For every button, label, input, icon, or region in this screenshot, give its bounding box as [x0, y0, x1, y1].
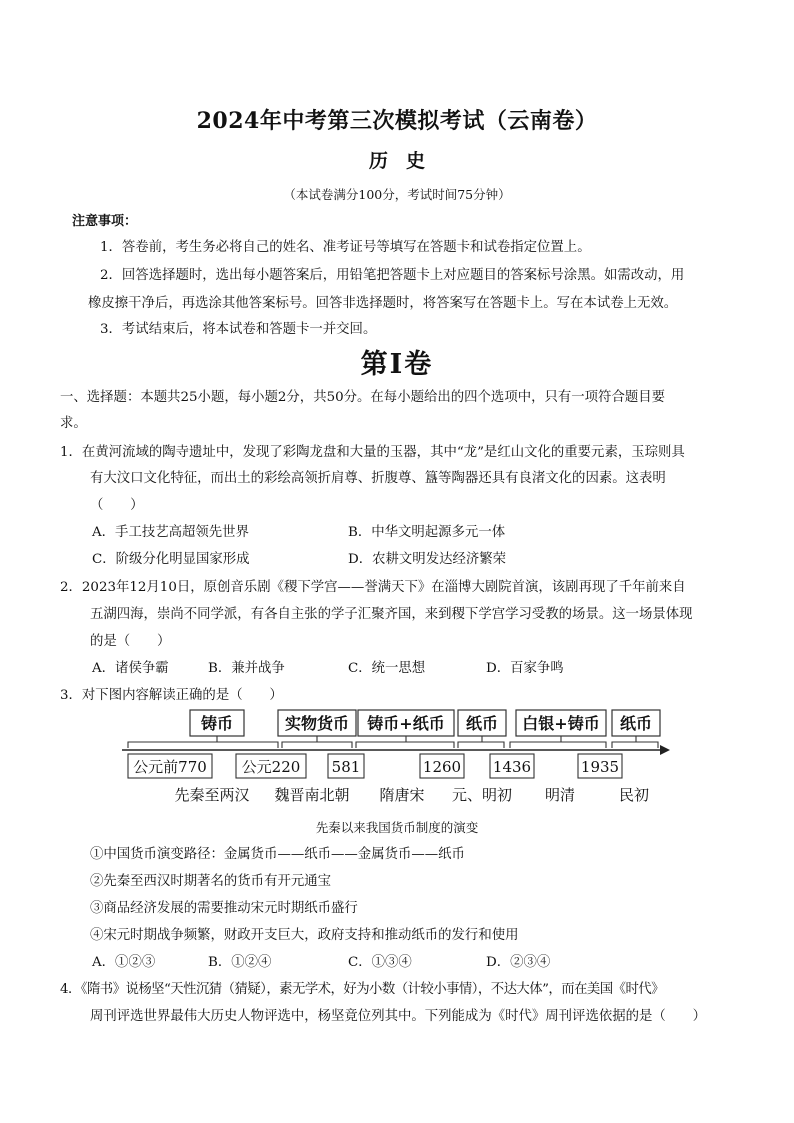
- option-d: D．农耕文明发达经济繁荣: [348, 552, 507, 567]
- notice-item: 1．答卷前，考生务必将自己的姓名、准考证号等填写在答题卡和试卷指定位置上。: [100, 240, 591, 255]
- option-b: B．①②④: [208, 955, 272, 970]
- svg-text:1260: 1260: [422, 758, 462, 776]
- question-3-text: 3．对下图内容解读正确的是（ ）: [60, 688, 283, 703]
- svg-text:公元前770: 公元前770: [133, 758, 207, 776]
- year-box: [578, 754, 622, 778]
- exam-subject: 历史: [368, 150, 443, 172]
- question-4-text: 4．《隋书》说杨坚“天性沉猜（猜疑），素无学术，好为小数（计较小事情），不达大体”，而在美国《时代》: [60, 982, 664, 997]
- statement: ④宋元时期战争频繁，财政开支巨大，政府支持和推动纸币的发行和使用: [90, 928, 519, 943]
- option-c: C．统一思想: [348, 661, 426, 676]
- statement: ③商品经济发展的需要推动宋元时期纸币盛行: [90, 901, 358, 916]
- option-a: A．诸侯争霸: [92, 661, 169, 676]
- option-c: C．阶级分化明显国家形成: [92, 552, 250, 567]
- currency-box: [278, 710, 356, 736]
- section-instruction: 求。: [60, 416, 87, 431]
- svg-text:铸币+纸币: 铸币+纸币: [367, 714, 445, 733]
- svg-text:铸币: 铸币: [200, 714, 234, 733]
- year-box: [420, 754, 464, 778]
- notice-heading: 注意事项：: [72, 214, 138, 229]
- question-1-text: 有大汶口文化特征，而出土的彩绘高领折肩尊、折腹尊、簋等陶器还具有良渚文化的因素。这表明: [90, 471, 666, 486]
- statement: ①中国货币演变路径：金属货币——纸币——金属货币——纸币: [90, 847, 465, 862]
- svg-text:1436: 1436: [492, 758, 532, 776]
- answer-blank: （ ）: [90, 498, 144, 513]
- option-c: C．①③④: [348, 955, 412, 970]
- option-a: A．手工技艺高超领先世界: [92, 525, 249, 540]
- option-d: D．百家争鸣: [486, 661, 564, 676]
- timeline-arrow-icon: [660, 745, 670, 755]
- statement: ②先秦至西汉时期著名的货币有开元通宝: [90, 874, 332, 889]
- year-box: [328, 754, 364, 778]
- svg-text:实物货币: 实物货币: [284, 714, 350, 733]
- exam-info: （本试卷满分100分，考试时间75分钟）: [283, 187, 511, 202]
- period-label: 元、明初: [451, 786, 513, 804]
- question-2-text: 的是（ ）: [90, 634, 171, 649]
- notice-item: 3．考试结束后，将本试卷和答题卡一并交回。: [100, 322, 377, 337]
- period-braces: [128, 736, 658, 748]
- figure-caption: 先秦以来我国货币制度的演变: [315, 820, 479, 835]
- currency-timeline-figure: [118, 708, 678, 808]
- year-box: [128, 754, 212, 778]
- notice-item: 橡皮擦干净后，再选涂其他答案标号。回答非选择题时，将答案写在答题卡上。写在本试卷上无效。: [88, 296, 678, 311]
- svg-text:纸币: 纸币: [619, 714, 653, 733]
- notice-item: 2．回答选择题时，选出每小题答案后，用铅笔把答题卡上对应题目的答案标号涂黑。如需改动，用: [100, 268, 685, 283]
- period-label: 明清: [544, 786, 576, 804]
- volume-heading: 第Ⅰ卷: [360, 349, 434, 380]
- period-label: 魏晋南北朝: [274, 786, 350, 804]
- year-box: [236, 754, 306, 778]
- question-2-text: 2．2023年12月10日，原创音乐剧《稷下学宫——誉满天下》在淄博大剧院首演，该剧再现了千年前来自: [60, 580, 686, 595]
- svg-text:白银+铸币: 白银+铸币: [522, 714, 600, 733]
- currency-box: [612, 710, 660, 736]
- currency-box: [358, 710, 454, 736]
- currency-box: [190, 710, 244, 736]
- currency-box: [516, 710, 606, 736]
- option-b: B．中华文明起源多元一体: [348, 525, 506, 540]
- svg-text:公元220: 公元220: [241, 758, 301, 776]
- option-a: A．①②③: [92, 955, 156, 970]
- option-d: D．②③④: [486, 955, 551, 970]
- year-box: [490, 754, 534, 778]
- option-b: B．兼并战争: [208, 661, 285, 676]
- svg-text:581: 581: [331, 758, 361, 776]
- question-2-text: 五湖四海，崇尚不同学派，有各自主张的学子汇聚齐国，来到稷下学宫学习受教的场景。这一场景体现: [90, 607, 693, 622]
- period-label: 民初: [618, 786, 650, 804]
- period-label: 隋唐宋: [379, 786, 425, 804]
- exam-title: 2024年中考第三次模拟考试（云南卷）: [196, 108, 598, 134]
- currency-box: [458, 710, 506, 736]
- period-label: 先秦至两汉: [174, 786, 250, 804]
- question-4-text: 周刊评选世界最伟大历史人物评选中，杨坚竟位列其中。下列能成为《时代》周刊评选依据的是（ ）: [90, 1009, 706, 1024]
- svg-text:纸币: 纸币: [465, 714, 499, 733]
- question-1-text: 1．在黄河流域的陶寺遗址中，发现了彩陶龙盘和大量的玉器，其中“龙”是红山文化的重要元素，玉琮则具: [60, 445, 685, 460]
- svg-text:1935: 1935: [580, 758, 620, 776]
- section-instruction: 一、选择题：本题共25小题，每小题2分，共50分。在每小题给出的四个选项中，只有一项符合题目要: [60, 390, 666, 405]
